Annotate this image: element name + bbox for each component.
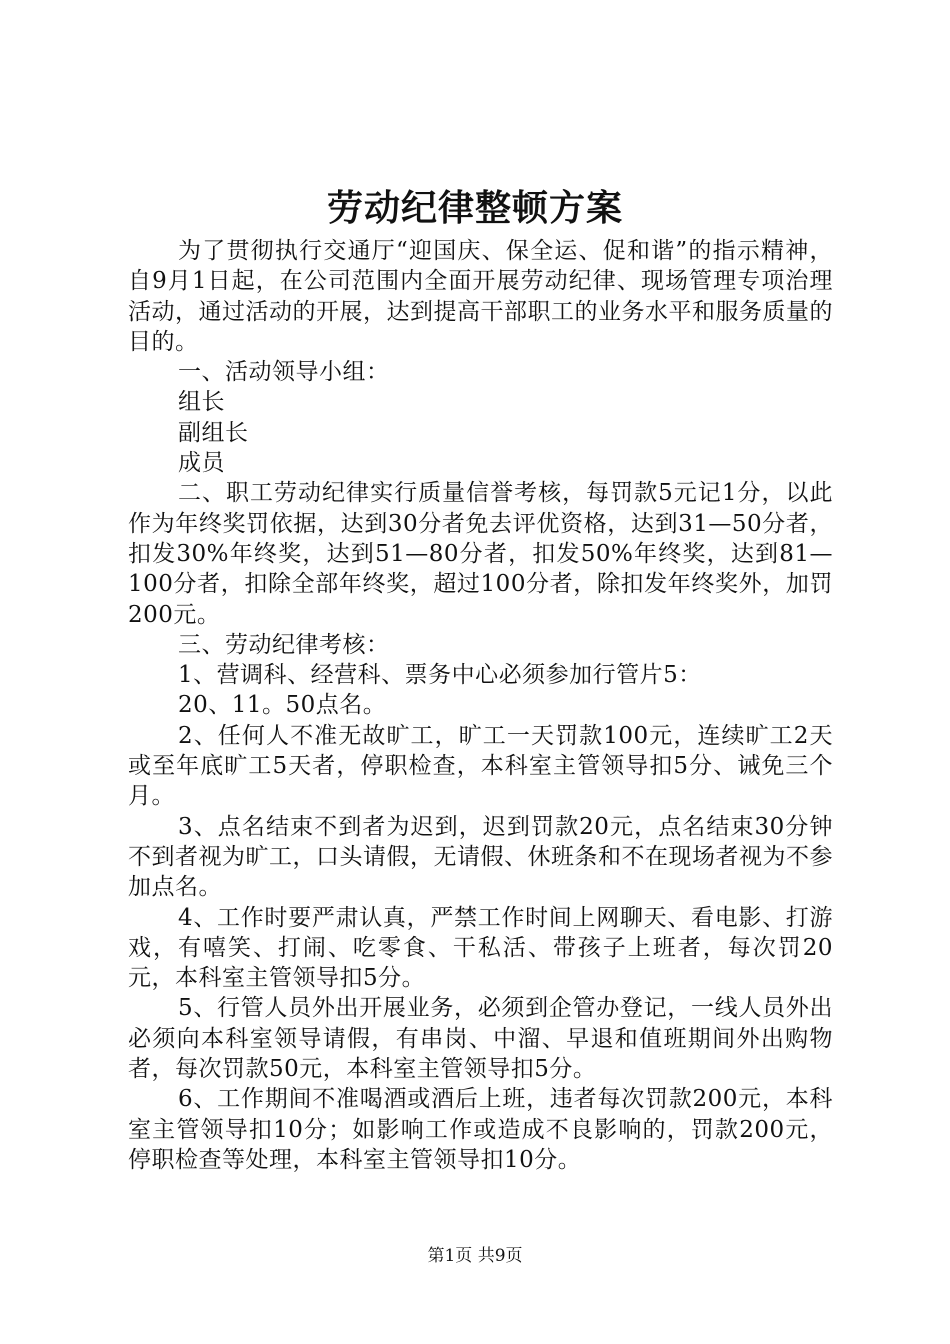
role-members: 成员 [178, 450, 225, 477]
rule-item-1-time: 20、11。50点名。 [178, 692, 387, 719]
document-title: 劳动纪律整顿方案 [326, 187, 623, 229]
role-deputy-leader: 副组长 [178, 419, 249, 446]
page-number: 第1页 共9页 [427, 1246, 523, 1266]
rule-item-2: 2、任何人不准无故旷工，旷工一天罚款100元，连续旷工2天或至年底旷工5天者，停职检查，本科室主管领导扣5分、诫免三个月。 [128, 722, 833, 810]
role-leader: 组长 [178, 389, 225, 416]
rule-item-3: 3、点名结束不到者为迟到，迟到罚款20元，点名结束30分钟不到者视为旷工，口头请假，无请假、休班条和不在现场者视为不参加点名。 [128, 813, 833, 901]
section-heading-discipline: 三、劳动纪律考核： [178, 631, 390, 658]
rule-item-4: 4、工作时要严肃认真，严禁工作时间上网聊天、看电影、打游戏，有嘻笑、打闹、吃零食、干私活、带孩子上班者，每次罚20元，本科室主管领导扣5分。 [128, 904, 833, 992]
document-body [128, 236, 833, 1175]
section-credit-assessment: 二、职工劳动纪律实行质量信誉考核，每罚款5元记1分，以此作为年终奖罚依据，达到30分者免去评优资格，达到31—50分者，扣发30%年终奖，达到51—80分者，扣发50%年终奖，达到81—100分者，扣除全部年终奖，超过100分者，除扣发年终奖外，加罚200元。 [128, 480, 833, 628]
section-heading-leadership: 一、活动领导小组： [178, 359, 390, 386]
intro-paragraph: 为了贯彻执行交通厅“迎国庆、保全运、促和谐”的指示精神，自9月1日起，在公司范围内全面开展劳动纪律、现场管理专项治理活动，通过活动的开展，达到提高干部职工的业务水平和服务质量的目的。 [128, 238, 833, 355]
rule-item-1: 1、营调科、经营科、票务中心必须参加行管片5： [178, 662, 702, 689]
rule-item-6: 6、工作期间不准喝酒或酒后上班，违者每次罚款200元，本科室主管领导扣10分；如影响工作或造成不良影响的，罚款200元，停职检查等处理，本科室主管领导扣10分。 [128, 1086, 833, 1173]
rule-item-5: 5、行管人员外出开展业务，必须到企管办登记，一线人员外出必须向本科室领导请假，有串岗、中溜、早退和值班期间外出购物者，每次罚款50元，本科室主管领导扣5分。 [128, 995, 833, 1083]
